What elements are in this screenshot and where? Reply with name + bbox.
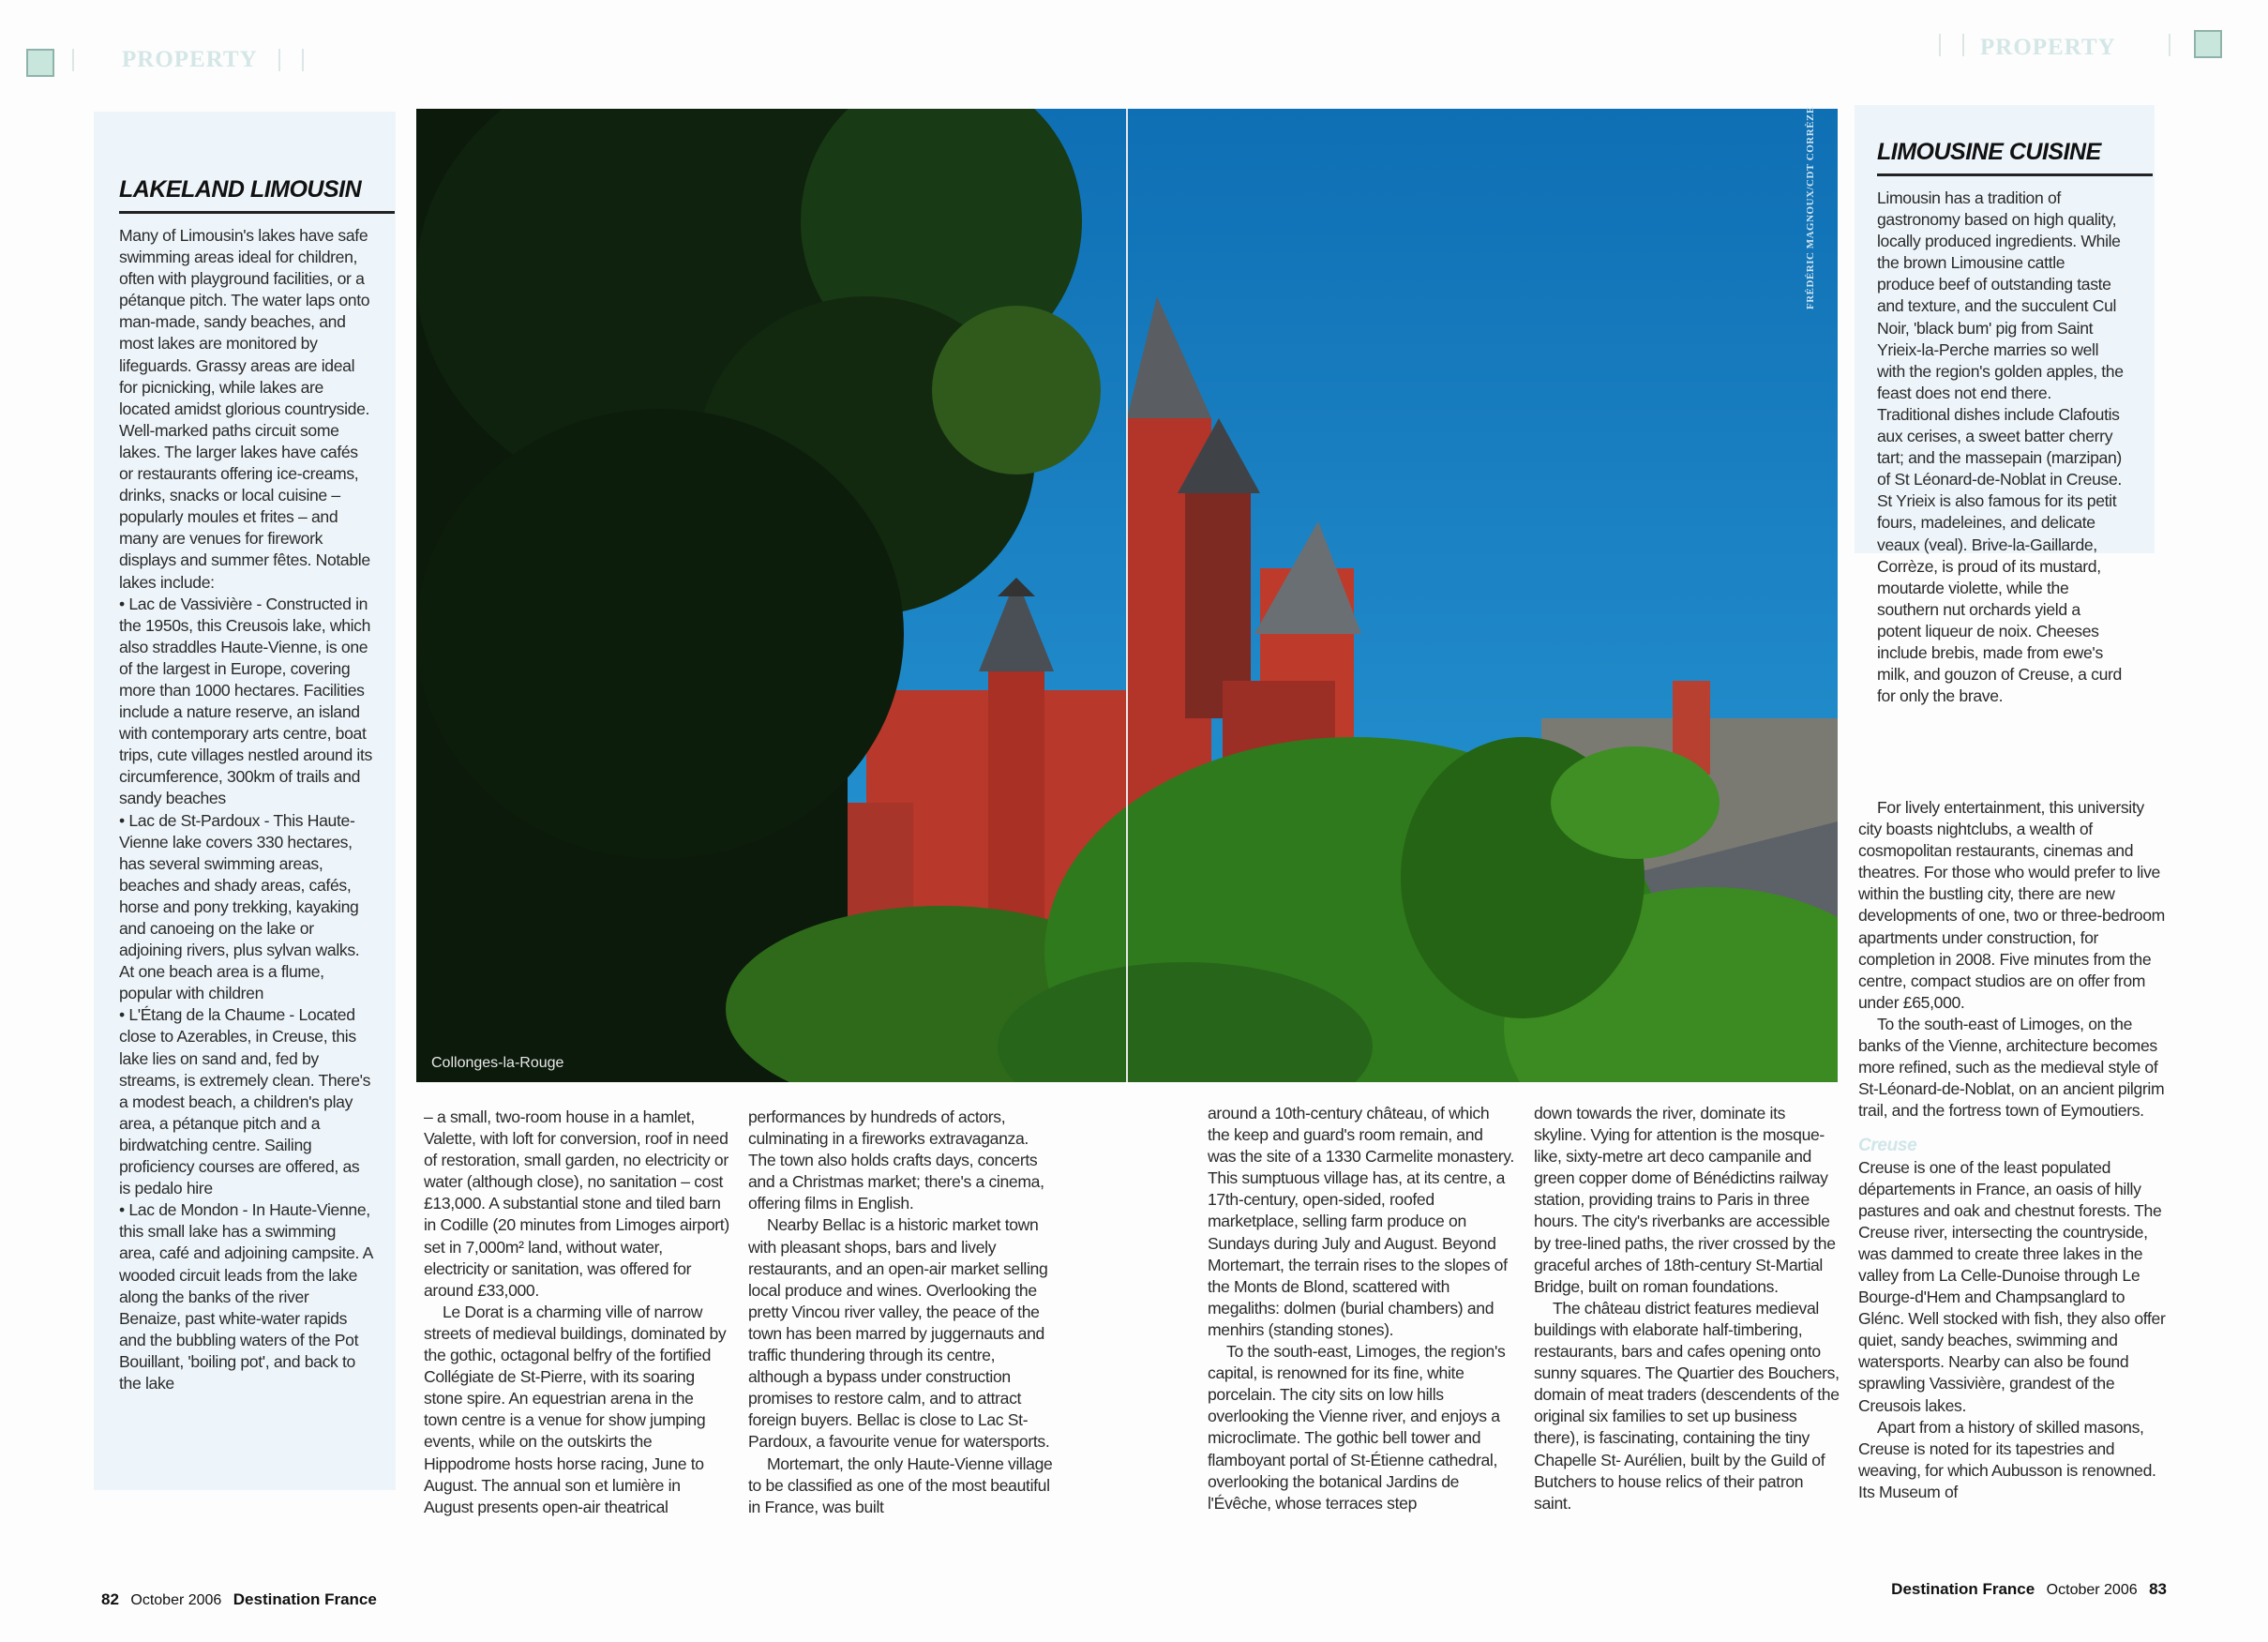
divider [2169, 34, 2170, 56]
paragraph: performances by hundreds of actors, culminating in a fireworks extravaganza. The town also holds crafts days, concerts and a Christmas market; there's a cinema, offering films in English. [748, 1107, 1044, 1213]
castle-photo [416, 109, 1838, 1082]
list-item: • Lac de Vassivière - Constructed in the 1950s, this Creusois lake, which also straddles Haute-Vienne, is one of the largest in Europe, covering more than 1000 hectares. Facilities include a nature reserve, an island with contemporary arts centre, boat trips, cute villages nestled around its circumference, 300km of trails and sandy beaches [119, 594, 372, 808]
paragraph: The château district features medieval buildings with elaborate half-timbering, restaurants, bars and cafes opening onto sunny squares. The Quartier des Bouchers, domain of meat traders (descendents of the original six families to set up business there), is fascinating, containing the tiny Chapelle St- Aurélien, built by the Guild of Butchers to house relics of their patron saint. [1534, 1298, 1840, 1513]
list-item: • Lac de Mondon - In Haute-Vienne, this small lake has a swimming area, café and adjoining campsite. A wooded circuit leads from the lake along the banks of the river Benaize, past white-water rapids and the bubbling waters of the Pot Bouillant, 'boiling pot', and back to the lake [119, 1200, 373, 1393]
section-header-left: PROPERTY [122, 47, 258, 72]
paragraph: Many of Limousin's lakes have safe swimming areas ideal for children, often with playground facilities, or a pétanque pitch. The water laps onto man-made, sandy beaches, and most lakes are monitored by lifeguards. Grassy areas are ideal for picnicking, while lakes are located amidst glorious countryside. Well-marked paths circuit some lakes. The larger lakes have cafés or restaurants offering ice-creams, drinks, snacks or local cuisine – popularly moules et frites – and many are venues for firework displays and summer fêtes. Notable lakes include: [119, 226, 370, 592]
list-item: • Lac de St-Pardoux - This Haute-Vienne lake covers 330 hectares, has several swimming areas, beaches and shady areas, cafés, horse and pony trekking, kayaking and canoeing on the lake or adjoining rivers, plus sylvan walks. At one beach area is a flume, popular with children [119, 810, 360, 1003]
paragraph: Creuse is one of the least populated départements in France, an oasis of hilly pastures and oak and chestnut forests. The Creuse river, intersecting the countryside, was dammed to create three lakes in the valley from La Celle-Dunoise through Le Bourge-d'Hem and Champsanglard to Glénc. Well stocked with fish, they also offer quiet, sandy beaches, swimming and watersports. Nearby can also be found sprawling Vassivière, grandest of the Creusois lakes. [1858, 1157, 2166, 1415]
paragraph: To the south-east of Limoges, on the banks of the Vienne, architecture becomes more refined, such as the medieval style of St-Léonard-de-Noblat, on an ancient pilgrim trail, and the fortress town of Eymoutiers. [1858, 1014, 2165, 1121]
cuisine-title: LIMOUSINE CUISINE [1877, 139, 2153, 176]
list-item: • L'Étang de la Chaume - Located close to Azerables, in Creuse, this lake lies on sand and, fed by streams, is extremely clean. There's a modest beach, a children's play area, a pétanque pitch and a birdwatching centre. Sailing proficiency courses are offered, as is pedalo hire [119, 1005, 371, 1198]
divider [278, 49, 280, 71]
body-column-2 [748, 1107, 1056, 1518]
photo-collonges-la-rouge [416, 109, 1838, 1082]
right-body-column [1858, 797, 2166, 1503]
section-header-right: PROPERTY [1980, 35, 2116, 60]
cuisine-text: Limousin has a tradition of gastronomy based on high quality, locally produced ingredients. While the brown Limousine cattle produce beef of outstanding taste and texture, and the succulent Cul Noir, 'black bum' pig from Saint Yrieix-la-Perche marries so well with the region's golden apples, the feast does not end there. Traditional dishes include Clafoutis aux cerises, a sweet batter cherry tart; and the massepain (marzipan) of St Léonard-de-Noblat in Creuse. St Yrieix is also famous for its petit fours, madeleines, and delicate veaux (veal). Brive-la-Gaillarde, Corrèze, is proud of its mustard, moutarde violette, while the southern nut orchards yield a potent liqueur de noix. Cheeses include brebis, made from ewe's milk, and gouzon of Creuse, a curd for only the brave. [1877, 188, 2124, 706]
paragraph: To the south-east, Limoges, the region's capital, is renowned for its fine, white porcelain. The city sits on low hills overlooking the Vienne river, and enjoys a microclimate. The gothic bell tower and flamboyant portal of St-Étienne cathedral, overlooking the botanical Jardins de l'Évêche, whose terraces step [1208, 1342, 1506, 1513]
divider [1962, 34, 1964, 56]
body-column-1 [424, 1107, 730, 1518]
lakeland-sidebar [119, 176, 395, 1394]
paragraph: Le Dorat is a charming ville of narrow streets of medieval buildings, dominated by the gothic, octagonal belfry of the fortified Collégiate de St-Pierre, with its soaring stone spire. An equestrian arena in the town centre is a venue for show jumping events, while on the outskirts the Hippodrome hosts horse racing, June to August. The annual son et lumière in August presents open-air theatrical [424, 1302, 727, 1516]
body-column-4 [1534, 1103, 1840, 1514]
paragraph: – a small, two-room house in a hamlet, Valette, with loft for conversion, roof in need of restoration, small garden, no electricity or water (although close), no sanitation – cost £13,000. A substantial stone and tiled barn in Codille (20 minutes from Limoges airport) set in 7,000m² land, without water, electricity or sanitation, was offered for around £33,000. [424, 1107, 729, 1300]
photo-caption: Collonges-la-Rouge [431, 1055, 564, 1071]
divider [72, 49, 74, 71]
magazine-name: Destination France [1891, 1580, 2035, 1598]
section-marker-icon [26, 49, 54, 77]
sidebar-title: LAKELAND LIMOUSIN [119, 176, 395, 214]
photo-credit: FRÉDÉRIC MAGNOUX/CDT CORRÈZE [1805, 106, 1816, 309]
footer-left [101, 1590, 377, 1609]
issue-date: October 2006 [130, 1592, 222, 1608]
cuisine-sidebar [1877, 139, 2153, 707]
paragraph: For lively entertainment, this university city boasts nightclubs, a wealth of cosmopolitan restaurants, cinemas and theatres. For those who would prefer to live within the bustling city, there are new developments of one, two or three-bedroom apartments under construction, for completion in 2008. Five minutes from the centre, compact studios are on offer from under £65,000. [1858, 798, 2165, 1012]
body-column-3 [1208, 1103, 1514, 1514]
issue-date: October 2006 [2046, 1582, 2138, 1598]
footer-right [1891, 1580, 2167, 1599]
magazine-name: Destination France [233, 1590, 377, 1608]
paragraph: Apart from a history of skilled masons, Creuse is noted for its tapestries and weaving, for which Aubusson is renowned. Its Museum of [1858, 1417, 2156, 1501]
paragraph: Nearby Bellac is a historic market town with pleasant shops, bars and lively restaurants, and an open-air market selling local produce and wines. Overlooking the pretty Vincou river valley, the peace of the town has been marred by juggernauts and traffic thundering through its centre, although a bypass under construction promises to restore calm, and to attract foreign buyers. Bellac is close to Lac St-Pardoux, a favourite venue for watersports. [748, 1215, 1050, 1452]
paragraph: Mortemart, the only Haute-Vienne village to be classified as one of the most beautiful in France, was built [748, 1454, 1053, 1516]
divider [302, 49, 304, 71]
page-number: 83 [2149, 1580, 2167, 1598]
paragraph: around a 10th-century château, of which the keep and guard's room remain, and was the site of a 1330 Carmelite monastery. This sumptuous village has, at its centre, a 17th-century, open-sided, roofed marketplace, selling farm produce on Sundays during July and August. Beyond Mortemart, the terrain rises to the slopes of the Monts de Blond, scattered with megaliths: dolmen (burial chambers) and menhirs (standing stones). [1208, 1104, 1514, 1339]
sidebar-text [119, 225, 374, 1394]
page-number: 82 [101, 1590, 119, 1608]
section-marker-icon [2194, 30, 2222, 58]
subheading-creuse: Creuse [1858, 1136, 1917, 1156]
divider [1939, 34, 1941, 56]
paragraph: down towards the river, dominate its skyline. Vying for attention is the mosque-like, sixty-metre art deco campanile and green copper dome of Bénédictins railway station, providing trains to Paris in three hours. The city's riverbanks are accessible by tree-lined paths, the river crossed by the graceful arches of 18th-century St-Martial Bridge, built on roman foundations. [1534, 1104, 1836, 1296]
